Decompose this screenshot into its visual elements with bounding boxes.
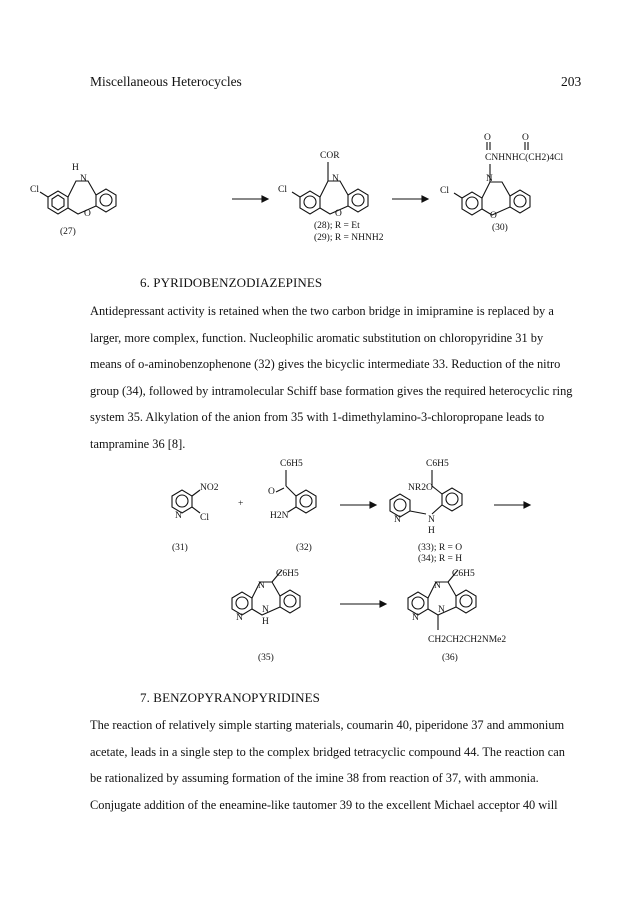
c27-atom-cl: Cl [30, 185, 39, 195]
c36-bridge-n: N [438, 605, 445, 615]
section-6-line-5: system 35. Alkylation of the anion from 35 with 1-dimethylamino-3-chloropropane leads to [90, 410, 545, 424]
c35-phenyl: C6H5 [276, 569, 299, 579]
section-7-heading: 7. BENZOPYRANOPYRIDINES [140, 690, 320, 705]
compound-28-structure [292, 162, 368, 214]
c33-phenyl: C6H5 [426, 459, 449, 469]
c35-label: (35) [258, 653, 274, 663]
compound-32-structure [276, 470, 316, 513]
compound-27-structure [40, 181, 116, 214]
c29-label: (29); R = NHNH2 [314, 233, 384, 243]
c28-atom-n: N [332, 174, 339, 184]
plus-sign: + [238, 499, 244, 509]
running-header-title: Miscellaneous Heterocycles [90, 74, 242, 89]
c31-atom-n: N [175, 511, 182, 521]
c27-atom-n: N [80, 174, 87, 184]
section-6-body [90, 298, 573, 457]
c32-atom-o: O [268, 487, 275, 497]
c31-atom-cl: Cl [200, 513, 209, 523]
c31-nitro: NO2 [200, 483, 219, 493]
c35-atom-h: H [262, 617, 269, 627]
section-6-line-6: tampramine 36 [8]. [90, 436, 186, 451]
c27-label: (27) [60, 227, 76, 237]
c30-label: (30) [492, 223, 508, 233]
page-number: 203 [561, 74, 582, 89]
section-6-line-1: Antidepressant activity is retained when the two carbon bridge in imipramine is replaced by a [90, 304, 554, 318]
c35-bridge-n: N [262, 605, 269, 615]
c33-atom-h: H [428, 526, 435, 536]
c33-nr2: NR2 [408, 483, 426, 493]
c32-label: (32) [296, 543, 312, 553]
compound-31-structure [172, 490, 200, 513]
c36-ring-n: N [412, 613, 419, 623]
c33-bridge-n: N [428, 515, 435, 525]
section-6-line-2: larger, more complex, function. Nucleophilic aromatic substitution on chloropyridine 31 by [90, 330, 544, 345]
c36-label: (36) [442, 653, 458, 663]
compound-33-structure [390, 470, 462, 517]
c28-atom-cl: Cl [278, 185, 287, 195]
c33-atom-o: O [426, 483, 433, 493]
c27-atom-o: O [84, 209, 91, 219]
c30-atom-o: O [490, 211, 497, 221]
c34-label: (34); R = H [418, 554, 463, 564]
c33-ring-n: N [394, 515, 401, 525]
c36-imine-n: N [434, 581, 441, 591]
c28-substituent: COR [320, 151, 340, 161]
c30-atom-cl: Cl [440, 186, 449, 196]
c28-label: (28); R = Et [314, 221, 360, 231]
c30-oxo-2: O [522, 133, 529, 143]
section-7-line-2: acetate, leads in a single step to the complex bridged tetracyclic compound 44. The reaction can [90, 744, 565, 759]
section-7-body [90, 712, 565, 818]
c30-chain: CNHNHC(CH2)4Cl [485, 153, 564, 163]
c35-imine-n: N [258, 581, 265, 591]
section-7-line-1: The reaction of relatively simple starting materials, coumarin 40, piperidone 37 and ammonium [90, 718, 565, 732]
section-6-line-4: group (34), followed by intramolecular Schiff base formation gives the required heterocyclic ring [90, 383, 573, 398]
section-7-line-4: Conjugate addition of the eneamine-like tautomer 39 to the excellent Michael acceptor 40 will [90, 797, 558, 812]
c36-side-chain: CH2CH2CH2NMe2 [428, 635, 507, 645]
c31-label: (31) [172, 543, 188, 553]
c33-label: (33); R = O [418, 543, 463, 553]
c32-amine: H2N [270, 511, 289, 521]
c36-phenyl: C6H5 [452, 569, 475, 579]
c32-phenyl: C6H5 [280, 459, 303, 469]
section-7-line-3: be rationalized by assuming formation of the imine 38 from reaction of 37, with ammonia. [90, 771, 539, 785]
section-6-heading: 6. PYRIDOBENZODIAZEPINES [140, 275, 323, 290]
c30-atom-n: N [486, 174, 493, 184]
section-6-line-3: means of o-aminobenzophenone (32) gives the bicyclic intermediate 33. Reduction of the nitro [90, 357, 561, 371]
c27-atom-h: H [72, 163, 79, 173]
c30-oxo-1: O [484, 133, 491, 143]
c35-ring-n: N [236, 613, 243, 623]
c28-atom-o: O [335, 209, 342, 219]
